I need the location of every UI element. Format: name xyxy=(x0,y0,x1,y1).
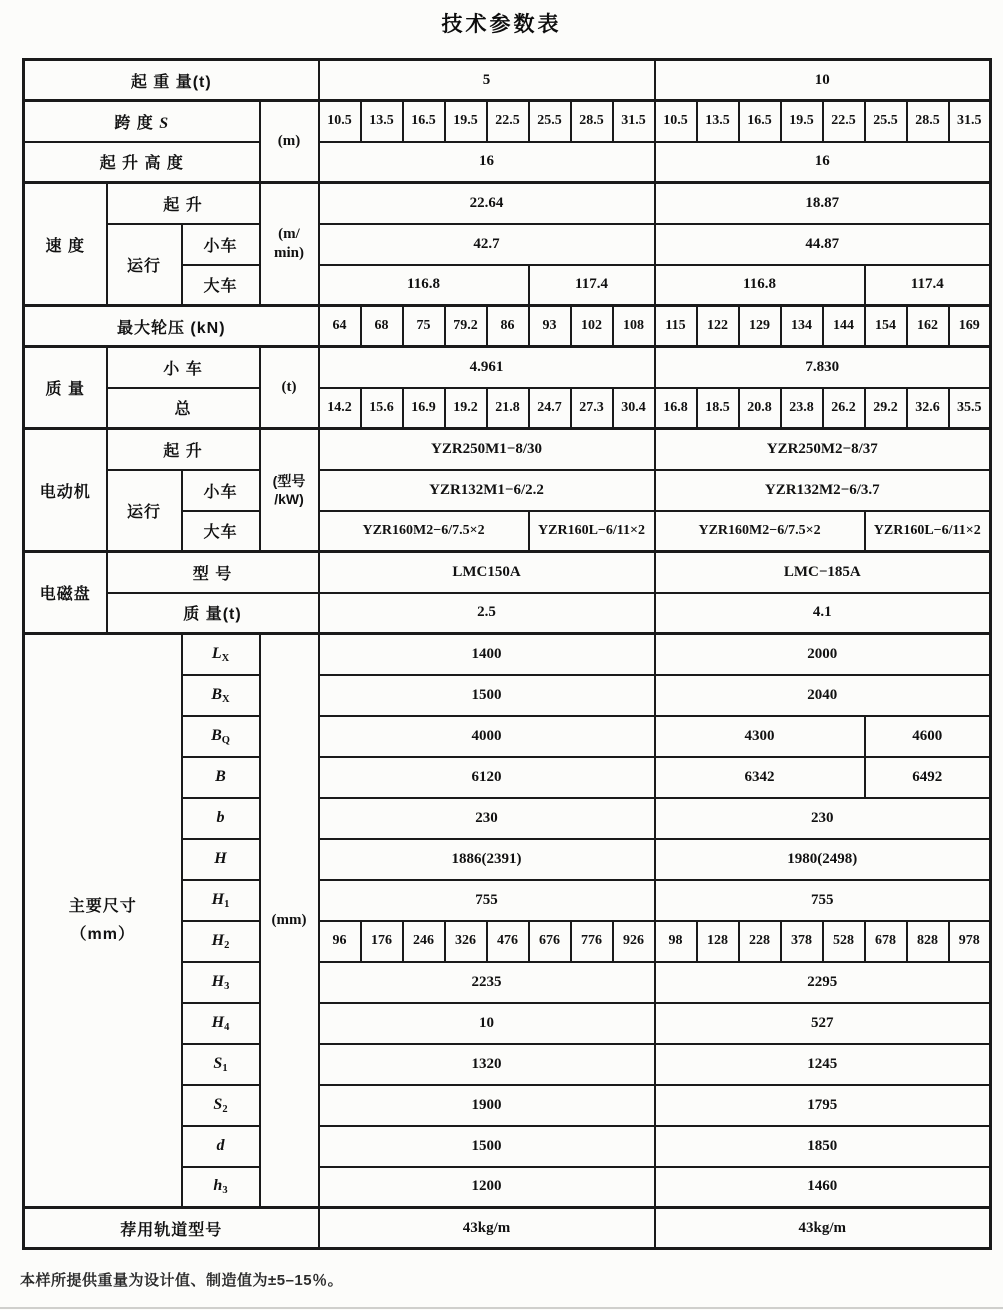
span-value-cell: 10.5 xyxy=(319,101,361,142)
crane-motor-value-cell: YZR160M2−6/7.5×2 xyxy=(655,511,865,552)
dimension-symbol-cell: $H_2$ xyxy=(182,921,260,962)
dimension-symbol-cell: B xyxy=(182,757,260,798)
dimension-value-cell: 828 xyxy=(907,921,949,962)
dimension-value-cell: 378 xyxy=(781,921,823,962)
wheel-load-label-cell: 最大轮压 (kN) xyxy=(24,306,319,347)
total-mass-value-cell: 24.7 xyxy=(529,388,571,429)
span-unit-cell: (m) xyxy=(260,101,319,183)
dimension-value-cell: 776 xyxy=(571,921,613,962)
dimension-value-cell: 2000 xyxy=(655,634,991,675)
wheel-load-value-cell: 79.2 xyxy=(445,306,487,347)
span-value-cell: 25.5 xyxy=(529,101,571,142)
dimension-value-cell: 176 xyxy=(361,921,403,962)
capacity-group-cell: 5 xyxy=(319,60,655,101)
span-value-cell: 13.5 xyxy=(697,101,739,142)
dimension-value-cell: 1460 xyxy=(655,1167,991,1208)
dimension-value-cell: 326 xyxy=(445,921,487,962)
dimension-value-cell: 1980(2498) xyxy=(655,839,991,880)
dimension-value-cell: 98 xyxy=(655,921,697,962)
span-value-cell: 28.5 xyxy=(571,101,613,142)
span-value-cell: 28.5 xyxy=(907,101,949,142)
motor-unit-cell: (型号 /kW) xyxy=(260,429,319,552)
lift-height-value-cell: 16 xyxy=(655,142,991,183)
mass-section-label-cell: 质 量 xyxy=(24,347,107,429)
wheel-load-value-cell: 64 xyxy=(319,306,361,347)
capacity-group-cell: 10 xyxy=(655,60,991,101)
dimension-symbol-cell: $B_Q$ xyxy=(182,716,260,757)
dimension-symbol-cell: $H_1$ xyxy=(182,880,260,921)
dimension-value-cell: 2040 xyxy=(655,675,991,716)
wheel-load-value-cell: 75 xyxy=(403,306,445,347)
span-value-cell: 31.5 xyxy=(949,101,991,142)
dimension-value-cell: 476 xyxy=(487,921,529,962)
dimension-value-cell: 755 xyxy=(655,880,991,921)
dimension-value-cell: 755 xyxy=(319,880,655,921)
wheel-load-value-cell: 144 xyxy=(823,306,865,347)
dimension-value-cell: 2235 xyxy=(319,962,655,1003)
wheel-load-value-cell: 115 xyxy=(655,306,697,347)
dimension-symbol-cell: $H_3$ xyxy=(182,962,260,1003)
dimension-value-cell: 4600 xyxy=(865,716,991,757)
trolley-motor-value-cell: YZR132M2−6/3.7 xyxy=(655,470,991,511)
wheel-load-value-cell: 129 xyxy=(739,306,781,347)
magnet-model-value-cell: LMC−185A xyxy=(655,552,991,593)
span-value-cell: 16.5 xyxy=(739,101,781,142)
span-value-cell: 13.5 xyxy=(361,101,403,142)
dimension-symbol-cell: $L_X$ xyxy=(182,634,260,675)
dimension-value-cell: 6120 xyxy=(319,757,655,798)
dimension-value-cell: 1245 xyxy=(655,1044,991,1085)
hoist-speed-value-cell: 22.64 xyxy=(319,183,655,224)
dimension-value-cell: 1886(2391) xyxy=(319,839,655,880)
total-mass-value-cell: 29.2 xyxy=(865,388,907,429)
dimension-value-cell: 1900 xyxy=(319,1085,655,1126)
total-mass-value-cell: 26.2 xyxy=(823,388,865,429)
wheel-load-value-cell: 169 xyxy=(949,306,991,347)
span-symbol: S xyxy=(159,114,170,132)
dimension-value-cell: 1500 xyxy=(319,1126,655,1167)
capacity-label-cell: 起 重 量(t) xyxy=(24,60,319,101)
dimension-value-cell: 2295 xyxy=(655,962,991,1003)
dimension-value-cell: 1400 xyxy=(319,634,655,675)
speed-unit-cell: (m/ min) xyxy=(260,183,319,306)
dimension-value-cell: 4000 xyxy=(319,716,655,757)
hoist-speed-label-cell: 起 升 xyxy=(107,183,260,224)
hoist-motor-value-cell: YZR250M1−8/30 xyxy=(319,429,655,470)
span-value-cell: 16.5 xyxy=(403,101,445,142)
trolley-mass-value-cell: 7.830 xyxy=(655,347,991,388)
crane-speed-value-cell: 117.4 xyxy=(529,265,655,306)
trolley-speed-label-cell: 小车 xyxy=(182,224,260,265)
speed-section-label-cell: 速 度 xyxy=(24,183,107,306)
total-mass-value-cell: 19.2 xyxy=(445,388,487,429)
crane-speed-value-cell: 116.8 xyxy=(319,265,529,306)
dimension-value-cell: 1320 xyxy=(319,1044,655,1085)
crane-speed-label-cell: 大车 xyxy=(182,265,260,306)
dimension-symbol-cell: $S_2$ xyxy=(182,1085,260,1126)
dimension-symbol-cell: H xyxy=(182,839,260,880)
trolley-motor-label-cell: 小车 xyxy=(182,470,260,511)
total-mass-value-cell: 18.5 xyxy=(697,388,739,429)
dimension-value-cell: 230 xyxy=(319,798,655,839)
dimension-value-cell: 1200 xyxy=(319,1167,655,1208)
dimension-symbol-cell: $S_1$ xyxy=(182,1044,260,1085)
total-mass-value-cell: 27.3 xyxy=(571,388,613,429)
wheel-load-value-cell: 93 xyxy=(529,306,571,347)
trolley-mass-label-cell: 小 车 xyxy=(107,347,260,388)
total-mass-value-cell: 35.5 xyxy=(949,388,991,429)
wheel-load-value-cell: 68 xyxy=(361,306,403,347)
magnet-mass-label-cell: 质 量(t) xyxy=(107,593,319,634)
crane-motor-value-cell: YZR160L−6/11×2 xyxy=(529,511,655,552)
total-mass-value-cell: 21.8 xyxy=(487,388,529,429)
crane-motor-value-cell: YZR160L−6/11×2 xyxy=(865,511,991,552)
dimension-value-cell: 96 xyxy=(319,921,361,962)
dimension-value-cell: 246 xyxy=(403,921,445,962)
dimension-value-cell: 10 xyxy=(319,1003,655,1044)
span-value-cell: 19.5 xyxy=(445,101,487,142)
rail-value-cell: 43kg/m xyxy=(319,1208,655,1249)
lift-height-label-cell: 起 升 高 度 xyxy=(24,142,260,183)
rail-label-cell: 荐用轨道型号 xyxy=(24,1208,319,1249)
dimension-value-cell: 6492 xyxy=(865,757,991,798)
total-mass-value-cell: 16.9 xyxy=(403,388,445,429)
scan-edge-line xyxy=(0,1307,1003,1309)
dimension-value-cell: 1850 xyxy=(655,1126,991,1167)
dimension-value-cell: 527 xyxy=(655,1003,991,1044)
magnet-mass-value-cell: 4.1 xyxy=(655,593,991,634)
total-mass-value-cell: 14.2 xyxy=(319,388,361,429)
lift-height-value-cell: 16 xyxy=(319,142,655,183)
dimension-value-cell: 528 xyxy=(823,921,865,962)
footnote: 本样所提供重量为设计值、制造值为±5–15％。 xyxy=(20,1272,344,1289)
dimension-value-cell: 4300 xyxy=(655,716,865,757)
motor-travel-label-cell: 运行 xyxy=(107,470,182,552)
span-value-cell: 22.5 xyxy=(823,101,865,142)
trolley-mass-value-cell: 4.961 xyxy=(319,347,655,388)
wheel-load-value-cell: 102 xyxy=(571,306,613,347)
dimension-symbol-cell: b xyxy=(182,798,260,839)
page-title: 技术参数表 xyxy=(441,13,562,36)
dimension-value-cell: 676 xyxy=(529,921,571,962)
wheel-load-value-cell: 108 xyxy=(613,306,655,347)
rail-value-cell: 43kg/m xyxy=(655,1208,991,1249)
magnet-section-label-cell: 电磁盘 xyxy=(24,552,107,634)
total-mass-value-cell: 23.8 xyxy=(781,388,823,429)
crane-speed-value-cell: 117.4 xyxy=(865,265,991,306)
hoist-motor-value-cell: YZR250M2−8/37 xyxy=(655,429,991,470)
dimension-value-cell: 128 xyxy=(697,921,739,962)
wheel-load-value-cell: 154 xyxy=(865,306,907,347)
span-value-cell: 22.5 xyxy=(487,101,529,142)
total-mass-value-cell: 15.6 xyxy=(361,388,403,429)
dimension-value-cell: 926 xyxy=(613,921,655,962)
span-value-cell: 10.5 xyxy=(655,101,697,142)
dimension-value-cell: 230 xyxy=(655,798,991,839)
dimension-symbol-cell: d xyxy=(182,1126,260,1167)
dimension-value-cell: 978 xyxy=(949,921,991,962)
dimensions-section-label-cell: 主要尺寸 （mm） xyxy=(24,634,182,1208)
hoist-speed-value-cell: 18.87 xyxy=(655,183,991,224)
wheel-load-value-cell: 86 xyxy=(487,306,529,347)
wheel-load-value-cell: 162 xyxy=(907,306,949,347)
dimension-value-cell: 1795 xyxy=(655,1085,991,1126)
span-value-cell: 19.5 xyxy=(781,101,823,142)
total-mass-value-cell: 20.8 xyxy=(739,388,781,429)
dimension-symbol-cell: $H_4$ xyxy=(182,1003,260,1044)
dimension-value-cell: 228 xyxy=(739,921,781,962)
dimensions-unit-cell: (mm) xyxy=(260,634,319,1208)
total-mass-value-cell: 30.4 xyxy=(613,388,655,429)
spec-table xyxy=(22,58,992,1250)
travel-label-cell: 运行 xyxy=(107,224,182,306)
trolley-speed-value-cell: 42.7 xyxy=(319,224,655,265)
dimension-value-cell: 6342 xyxy=(655,757,865,798)
dimension-symbol-cell: $h_3$ xyxy=(182,1167,260,1208)
total-mass-value-cell: 16.8 xyxy=(655,388,697,429)
crane-motor-value-cell: YZR160M2−6/7.5×2 xyxy=(319,511,529,552)
motor-section-label-cell: 电动机 xyxy=(24,429,107,552)
wheel-load-value-cell: 122 xyxy=(697,306,739,347)
magnet-model-label-cell: 型 号 xyxy=(107,552,319,593)
span-value-cell: 31.5 xyxy=(613,101,655,142)
dimension-value-cell: 1500 xyxy=(319,675,655,716)
wheel-load-value-cell: 134 xyxy=(781,306,823,347)
span-label-cell: 跨 度 S xyxy=(24,101,260,142)
total-mass-value-cell: 32.6 xyxy=(907,388,949,429)
span-value-cell: 25.5 xyxy=(865,101,907,142)
crane-motor-label-cell: 大车 xyxy=(182,511,260,552)
magnet-model-value-cell: LMC150A xyxy=(319,552,655,593)
total-mass-label-cell: 总 xyxy=(107,388,260,429)
magnet-mass-value-cell: 2.5 xyxy=(319,593,655,634)
trolley-speed-value-cell: 44.87 xyxy=(655,224,991,265)
trolley-motor-value-cell: YZR132M1−6/2.2 xyxy=(319,470,655,511)
crane-speed-value-cell: 116.8 xyxy=(655,265,865,306)
dimension-value-cell: 678 xyxy=(865,921,907,962)
mass-unit-cell: (t) xyxy=(260,347,319,429)
dimension-symbol-cell: $B_X$ xyxy=(182,675,260,716)
hoist-motor-label-cell: 起 升 xyxy=(107,429,260,470)
